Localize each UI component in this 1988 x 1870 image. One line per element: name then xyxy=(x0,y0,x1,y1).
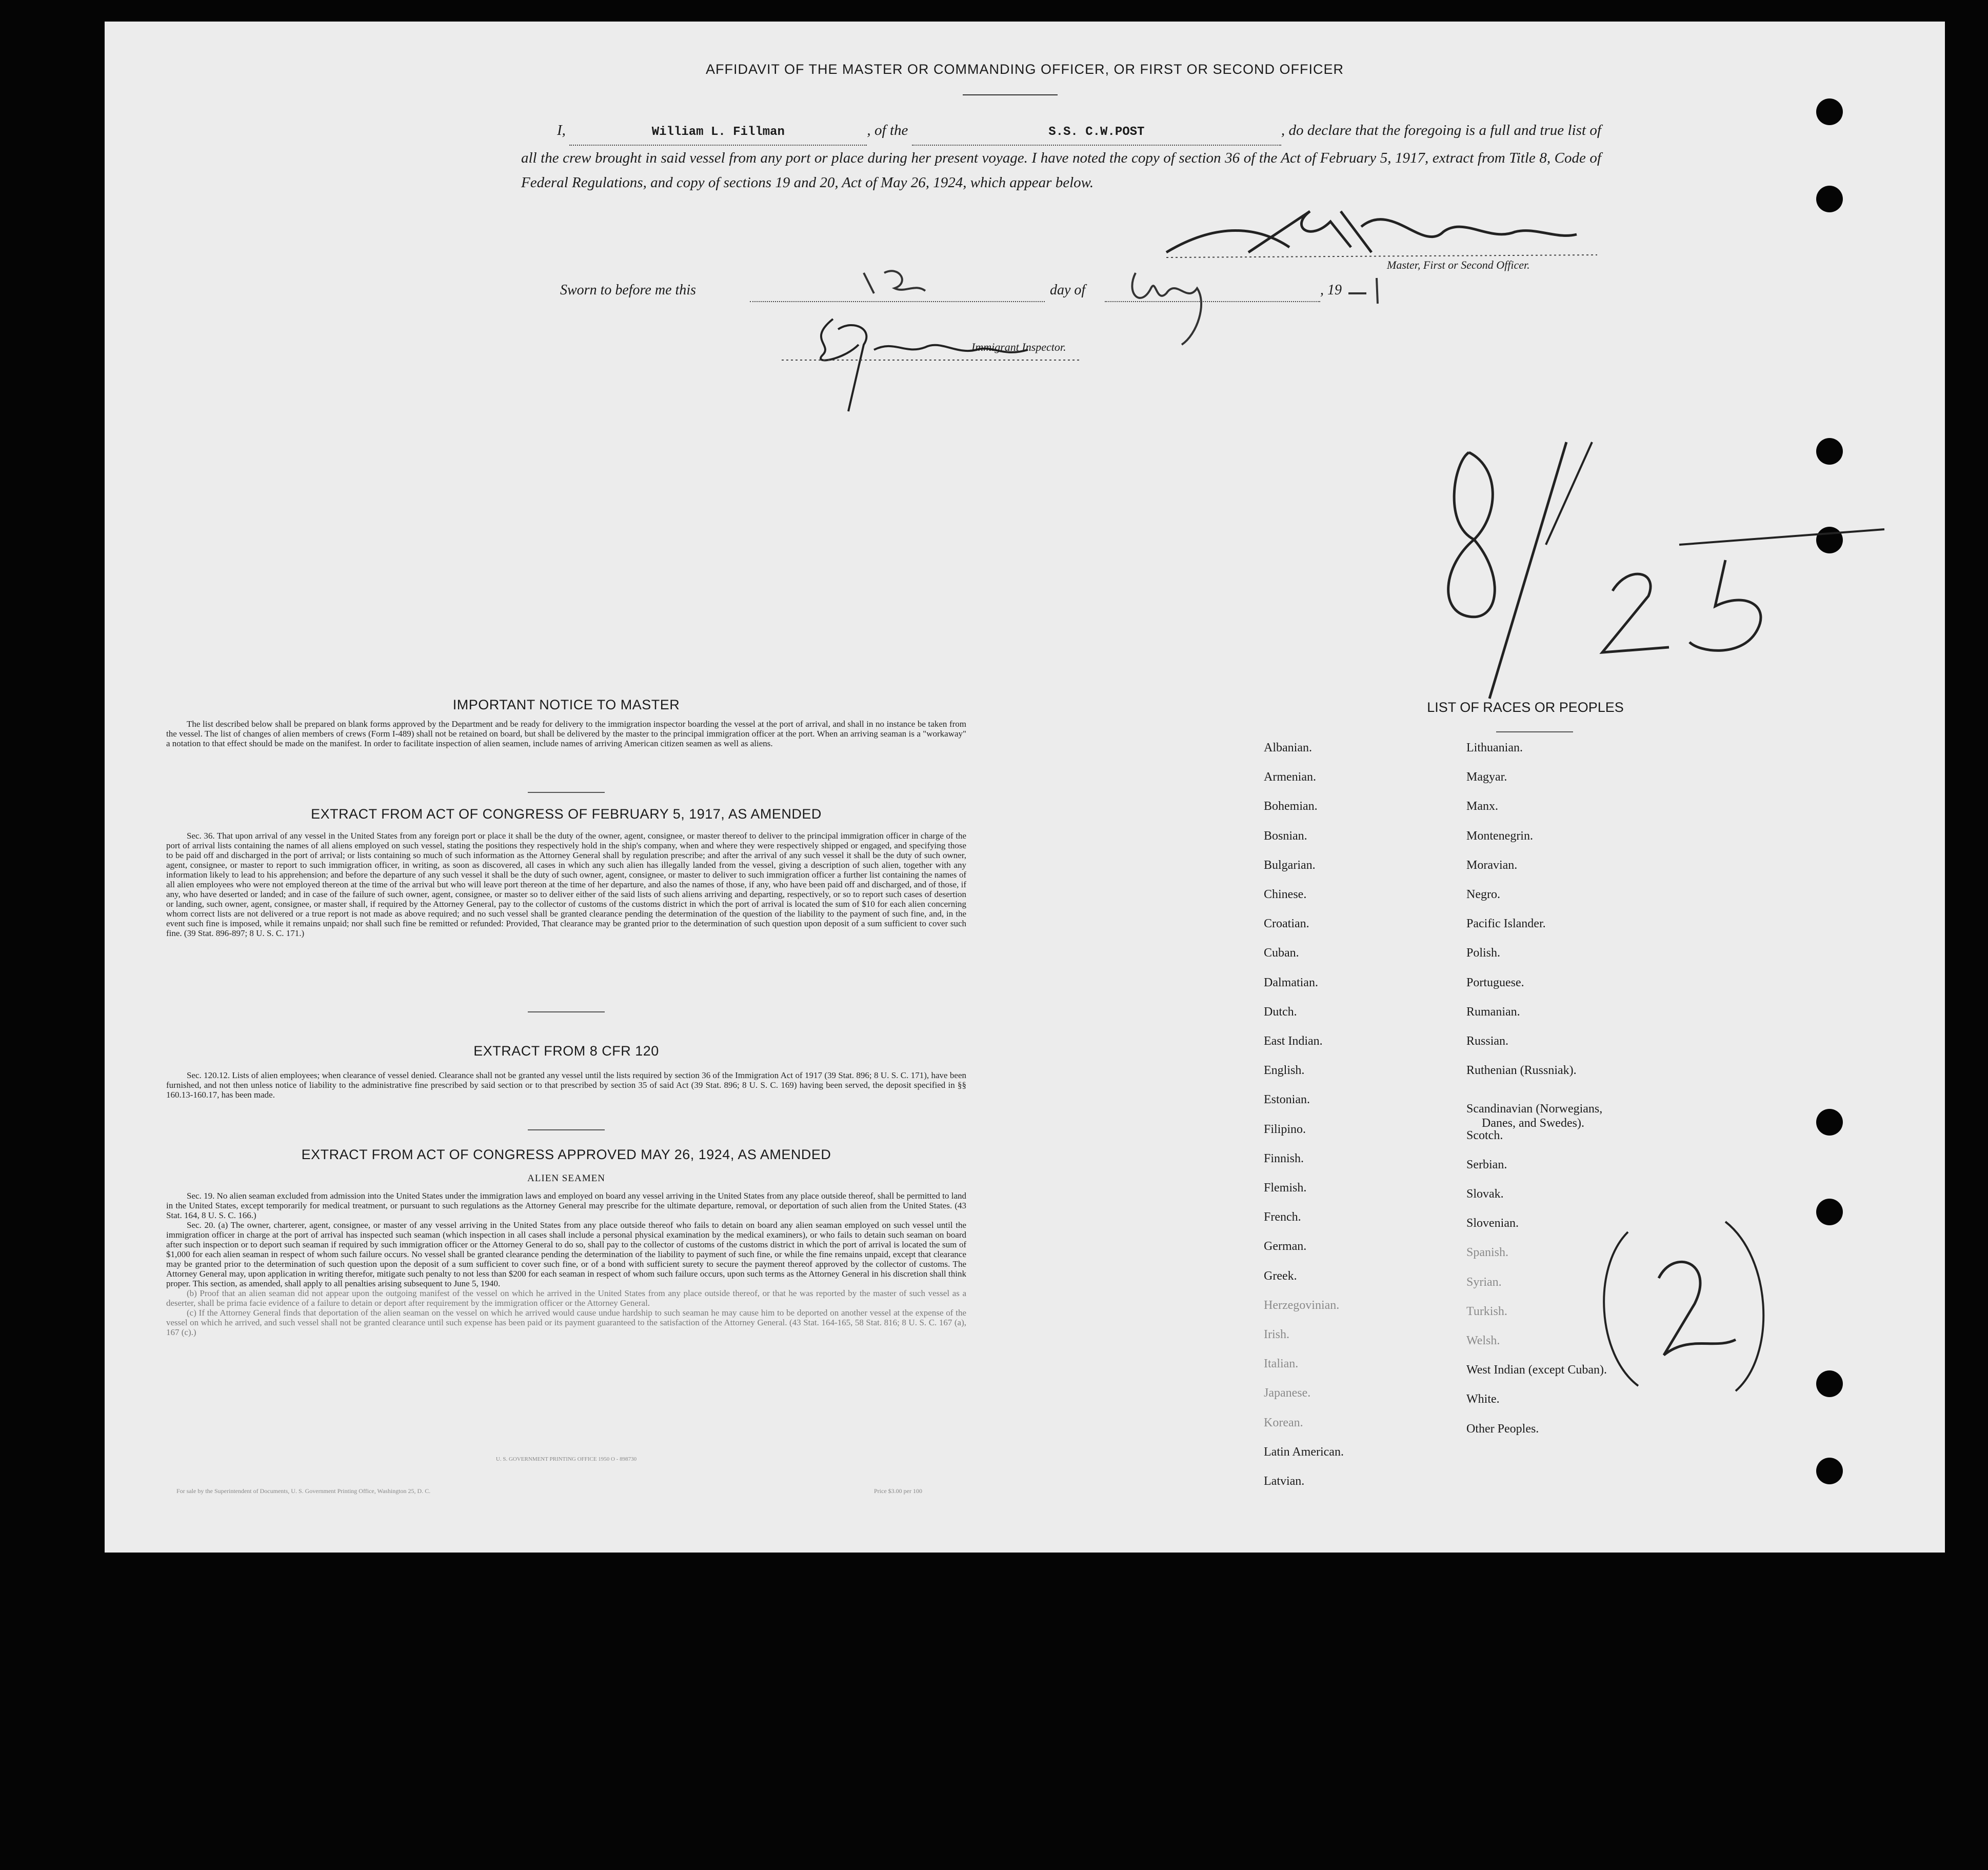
document-page xyxy=(105,22,1945,1553)
section-divider xyxy=(528,1129,605,1130)
title-rule xyxy=(963,94,1058,95)
declaration-pronoun: I, xyxy=(557,122,566,138)
affidavit-title: AFFIDAVIT OF THE MASTER OR COMMANDING OFFICER, OR FIRST OR SECOND OFFICER xyxy=(705,62,1344,77)
race-item: Greek. xyxy=(1264,1269,1297,1283)
race-item: Cuban. xyxy=(1264,946,1299,960)
race-item: Moravian. xyxy=(1466,858,1518,872)
race-item: Scandinavian (Norwegians, xyxy=(1466,1102,1603,1116)
notice-body xyxy=(166,719,966,748)
vessel-name-field: S.S. C.W.POST xyxy=(912,120,1281,146)
race-item: White. xyxy=(1466,1392,1500,1406)
extract-1924-body xyxy=(166,1191,966,1337)
master-name-field: William L. Fillman xyxy=(569,120,867,146)
race-item: West Indian (except Cuban). xyxy=(1466,1363,1607,1377)
extract-1924-paragraph: (c) If the Attorney General finds that deportation of the alien seaman on the vessel on which he arrived would cause undue hardship to such seaman he may cause him to be deported on another vessel at the expense of the vessel on which he arrived, and such vessel shall not be granted clearance until such expense has been paid or its payment guaranteed to the satisfaction of the Attorney General. (43 Stat. 164-165, 58 Stat. 816; 8 U. S. C. 167 (a), 167 (c).) xyxy=(166,1308,966,1337)
race-item: Danes, and Swedes). xyxy=(1482,1117,1584,1130)
race-item: Pacific Islander. xyxy=(1466,917,1546,931)
binder-hole xyxy=(1816,98,1843,125)
price-line: Price $3.00 per 100 xyxy=(874,1487,922,1495)
handwritten-circled-2 xyxy=(1572,1201,1807,1417)
race-item: Irish. xyxy=(1264,1328,1289,1341)
extract-1924-heading: EXTRACT FROM ACT OF CONGRESS APPROVED MAY 26, 1924, AS AMENDED xyxy=(301,1147,831,1162)
race-item: Estonian. xyxy=(1264,1093,1310,1107)
inspector-signature xyxy=(771,309,1089,416)
race-item: Ruthenian (Russniak). xyxy=(1466,1064,1577,1078)
declaration-text xyxy=(521,118,1601,195)
race-item: Montenegrin. xyxy=(1466,829,1533,843)
race-item: Bulgarian. xyxy=(1264,858,1316,872)
races-rule xyxy=(1496,731,1573,732)
extract-1917-heading: EXTRACT FROM ACT OF CONGRESS OF FEBRUARY 5, 1917, AS AMENDED xyxy=(311,806,822,822)
binder-hole xyxy=(1816,1199,1843,1225)
race-item: Croatian. xyxy=(1264,917,1309,931)
race-item: German. xyxy=(1264,1240,1307,1254)
race-item: Rumanian. xyxy=(1466,1005,1520,1019)
race-item: Herzegovinian. xyxy=(1264,1298,1340,1312)
race-item: Lithuanian. xyxy=(1466,741,1523,754)
race-item: English. xyxy=(1264,1064,1305,1078)
race-item: Serbian. xyxy=(1466,1158,1507,1171)
race-item: Negro. xyxy=(1466,888,1500,901)
race-item: Slovak. xyxy=(1466,1187,1504,1201)
binder-hole xyxy=(1816,1458,1843,1484)
sale-line: For sale by the Superintendent of Documents, U. S. Government Printing Office, Washington 25, D. C. xyxy=(176,1487,431,1495)
signature-caption: Master, First or Second Officer. xyxy=(1387,258,1530,271)
extract-1924-paragraph: (b) Proof that an alien seaman did not appear upon the outgoing manifest of the vessel on which he arrived in the United States from any place outside thereof, or that he was reported by the master of such vessel as a deserter, shall be prima facie evidence of a failure to detain or deport after requirement by the immigration officer or the Attorney General. xyxy=(166,1288,966,1308)
race-item: Flemish. xyxy=(1264,1181,1307,1195)
handwritten-year xyxy=(1346,273,1392,309)
section-divider xyxy=(528,792,605,793)
race-item: Chinese. xyxy=(1264,888,1307,901)
extract-1917-paragraph: Sec. 36. That upon arrival of any vessel in the United States from any foreign port or place it shall be the duty of the owner, agent, consignee, or master thereof to deliver to the principal immigration officer in charge of the port of arrival lists containing the names of all aliens employed on such vessel, stating the positions they respectively hold in the ship's company, when and where they were respectively shipped or engaged, and specifying those to be paid off and discharged in the port of arrival; or lists containing so much of such information as the Attorney General shall by regulation prescribe; and after the arrival of any such vessel it shall be the duty of such owner, agent, consignee, or master to report to such immigration officer, in writing, as soon as discovered, all cases in which any such alien has illegally landed from the vessel, giving a description of such alien, together with any information likely to lead to his apprehension; and before the departure of any such vessel it shall be the duty of such owner, agent, consignee, or master to deliver to such immigration officer a further list containing the names of all alien employees who were not employed thereon at the time of the arrival but who will leave port thereon at the time of her departure, and also the names of those, if any, who have been paid off and discharged, and of those, if any, who have deserted or landed; and in case of the failure of such owner, agent, consignee, or master so to deliver either of the said lists of such aliens arriving and departing, respectively, or so to report such cases of desertion or landing, such owner, agent, consignee, or master shall, if required by the Attorney General, pay to the collector of customs of the customs district in which the port of arrival is located the sum of $10 for each alien concerning whom correct lists are not delivered or a true report is not made as above required; and no such vessel shall be granted clearance pending the determination of the question of the liability to the payment of such fine, and, in the event such fine is imposed, while it remains unpaid; nor shall such fine be remitted or refunded: Provided, That clearance may be granted prior to the determination of such question upon deposit of a sum sufficient to cover such fine. (39 Stat. 896-897; 8 U. S. C. 171.) xyxy=(166,831,966,938)
extract-cfr-paragraph: Sec. 120.12. Lists of alien employees; when clearance of vessel denied. Clearance shall not be granted any vessel until the lists required by section 36 of the Immigration Act of 1917 (39 Stat. 896; 8 U. S. C. 171), have been furnished, and not then unless notice of liability to the administrative fine prescribed by said section or to that prescribed by section 35 of said Act (39 Stat. 896; 8 U. S. C. 169) having been served, the deposit specified in §§ 160.13-160.17, has been made. xyxy=(166,1070,966,1100)
race-item: Magyar. xyxy=(1466,770,1507,784)
day-of-label: day of xyxy=(1050,282,1086,298)
section-divider xyxy=(528,1011,605,1012)
handwritten-day xyxy=(853,263,936,304)
race-item: Japanese. xyxy=(1264,1386,1311,1400)
inspector-caption: Immigrant Inspector. xyxy=(971,341,1066,353)
extract-1924-paragraph: Sec. 20. (a) The owner, charterer, agent, consignee, or master of any vessel arriving in the United States from any place outside thereof who fails to detain on board any alien seaman employed on such vessel until the immigration officer in charge at the port of arrival has inspected such seaman (which inspection in all cases shall include a personal physical examination by the medical examiners), or who fails to detain such seaman on board after such inspection or to deport such seaman if required by such immigration officer or the Attorney General to do so, shall pay to the collector of customs of the customs district in which the port of arrival is located the sum of $1,000 for each alien seaman in respect of whom such failure occurs. No vessel shall be granted clearance pending the determination of the liability to payment of such fine, or while the fine remains unpaid, except that clearance may be granted prior to the determination of such question upon the deposit of a sum sufficient to cover such fine, or of a bond with sufficient surety to secure the payment thereof approved by the collector of customs. The Attorney General may, upon application in writing therefor, mitigate such penalty to not less than $200 for each seaman in respect of whom such failure occurs, upon such terms as the Attorney General in his discretion shall think proper. This section, as amended, shall apply to all penalties arising subsequent to June 5, 1940. xyxy=(166,1220,966,1288)
race-item: Korean. xyxy=(1264,1416,1303,1429)
race-item: Spanish. xyxy=(1466,1246,1509,1260)
race-item: Scotch. xyxy=(1466,1128,1503,1142)
gpo-line: U. S. GOVERNMENT PRINTING OFFICE 1950 O - 898730 xyxy=(495,1456,637,1462)
race-item: Portuguese. xyxy=(1466,976,1524,989)
notice-heading: IMPORTANT NOTICE TO MASTER xyxy=(452,697,680,712)
declaration-of-the: , of the xyxy=(867,122,908,138)
extract-cfr-body xyxy=(166,1070,966,1100)
extract-1917-body xyxy=(166,831,966,938)
extract-cfr-heading: EXTRACT FROM 8 CFR 120 xyxy=(473,1043,659,1059)
year-prefix: , 19 xyxy=(1320,282,1342,298)
alien-seamen-subheading: ALIEN SEAMEN xyxy=(527,1173,605,1184)
race-item: Italian. xyxy=(1264,1357,1299,1371)
declaration-body: , do declare that the foregoing is a full and true list of all the crew brought in said vessel from any port or place during her present voyage. I have noted the copy of section 36 of the Act of February 5, 1917, extract from Title 8, Code of Federal Regulations, and copy of sections 19 and 20, Act of May 26, 1924, which appear below. xyxy=(521,122,1601,191)
race-item: Welsh. xyxy=(1466,1334,1500,1347)
race-item: Russian. xyxy=(1466,1035,1509,1048)
race-item: Latin American. xyxy=(1264,1445,1344,1459)
race-item: French. xyxy=(1264,1210,1301,1224)
binder-hole xyxy=(1816,1109,1843,1136)
extract-1924-paragraph: Sec. 19. No alien seaman excluded from admission into the United States under the immigration laws and employed on board any vessel arriving in the United States from any place outside thereof, shall be permitted to land in the United States, except temporarily for medical treatment, or pursuant to such regulations as the Attorney General may prescribe for the ultimate departure, removal, or deportation of such alien from the United States. (43 Stat. 164, 8 U. S. C. 166.) xyxy=(166,1191,966,1220)
sworn-label: Sworn to before me this xyxy=(560,282,696,298)
race-item: Bosnian. xyxy=(1264,829,1307,843)
race-item: Dalmatian. xyxy=(1264,976,1318,989)
race-item: Slovenian. xyxy=(1466,1217,1519,1230)
race-item: Turkish. xyxy=(1466,1304,1507,1318)
race-item: Other Peoples. xyxy=(1466,1422,1539,1436)
race-item: Latvian. xyxy=(1264,1475,1305,1488)
race-item: Manx. xyxy=(1466,800,1498,813)
race-item: Filipino. xyxy=(1264,1122,1306,1136)
race-item: Bohemian. xyxy=(1264,800,1318,813)
handwritten-date-8-25 xyxy=(1413,422,1900,709)
races-heading: LIST OF RACES OR PEOPLES xyxy=(1427,700,1624,715)
race-item: East Indian. xyxy=(1264,1035,1323,1048)
race-item: Armenian. xyxy=(1264,770,1316,784)
race-item: Finnish. xyxy=(1264,1151,1304,1165)
binder-hole xyxy=(1816,1370,1843,1397)
handwritten-month xyxy=(1120,257,1243,350)
notice-paragraph: The list described below shall be prepared on blank forms approved by the Department and be ready for delivery to the immigration inspector boarding the vessel at the port of arrival, and shall in no instance be taken from the vessel. The list of changes of alien members of crews (Form I-489) shall not be retained on board, but shall be delivered by the master to the principal immigration officer at the port. When an arriving seaman is a "workaway" a notation to that effect should be made on the manifest. In order to facilitate inspection of alien seamen, include names of arriving American citizen seamen as well as aliens. xyxy=(166,719,966,748)
race-item: Syrian. xyxy=(1466,1275,1502,1289)
race-item: Albanian. xyxy=(1264,741,1312,754)
race-item: Dutch. xyxy=(1264,1005,1297,1019)
binder-hole xyxy=(1816,186,1843,212)
race-item: Polish. xyxy=(1466,946,1501,960)
